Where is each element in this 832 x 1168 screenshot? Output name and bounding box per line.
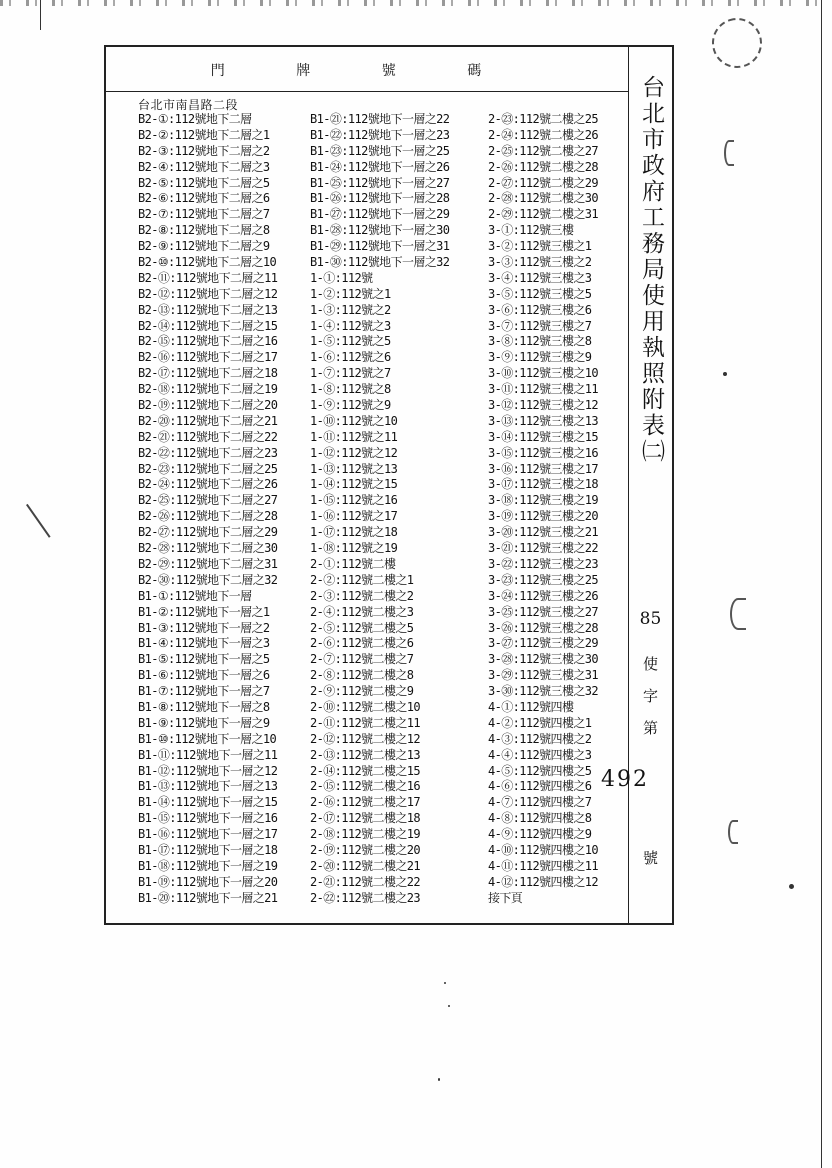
address-entry: 2-⑫:112號二樓之12 [310, 731, 420, 746]
address-entry: B1-⑥:112號地下一層之6 [138, 668, 270, 683]
scan-speck [438, 1078, 440, 1081]
address-entry: B1-⑭:112號地下一層之15 [138, 795, 278, 810]
permit-title: 台北市政府工務局使用執照附表㈡ [638, 75, 664, 465]
address-entry: 3-⑨:112號三樓之9 [488, 350, 592, 365]
address-entry: B1-㉓:112號地下一層之25 [310, 143, 450, 158]
address-entry: B2-⑱:112號地下二層之19 [138, 382, 278, 397]
address-entry: 1-⑮:112號之16 [310, 493, 398, 508]
address-entry: 2-㉒:112號二樓之23 [310, 890, 420, 905]
address-entry: B1-⑱:112號地下一層之19 [138, 858, 278, 873]
address-entry: 2-⑮:112號二樓之16 [310, 779, 420, 794]
address-entry: B1-⑪:112號地下一層之11 [138, 747, 278, 762]
permit-year: 85 [639, 609, 662, 629]
address-entry: 2-㉖:112號二樓之28 [488, 159, 598, 174]
address-entry: 1-⑧:112號之8 [310, 382, 391, 397]
address-entry: 2-⑦:112號二樓之7 [310, 652, 414, 667]
address-entry: 2-⑨:112號二樓之9 [310, 684, 414, 699]
address-entry: 接下頁 [488, 890, 523, 905]
circular-stamp [705, 11, 768, 74]
address-entry: B1-①:112號地下一層 [138, 588, 252, 603]
address-entry: B1-㉖:112號地下一層之28 [310, 191, 450, 206]
address-column-1 [138, 112, 277, 907]
address-entry: 2-⑧:112號二樓之8 [310, 668, 414, 683]
address-entry: 1-②:112號之1 [310, 286, 391, 301]
address-entry: 1-④:112號之3 [310, 318, 391, 333]
address-entry: B1-㉒:112號地下一層之23 [310, 127, 450, 142]
address-entry: B1-㉗:112號地下一層之29 [310, 207, 450, 222]
address-entry: 1-⑱:112號之19 [310, 541, 398, 556]
address-entry: B2-㉗:112號地下二層之29 [138, 525, 278, 540]
address-entry: 1-⑦:112號之7 [310, 366, 391, 381]
address-column-2 [310, 112, 449, 907]
address-entry: 3-⑪:112號三樓之11 [488, 382, 598, 397]
address-entry: 2-㉑:112號二樓之22 [310, 874, 420, 889]
address-entry: B2-㉑:112號地下二層之22 [138, 429, 278, 444]
address-entry: B2-⑭:112號地下二層之15 [138, 318, 278, 333]
address-entry: B2-⑨:112號地下二層之9 [138, 239, 270, 254]
scan-edge-line-right [821, 0, 822, 1168]
address-entry: 1-⑰:112號之18 [310, 525, 398, 540]
address-entry: 3-⑫:112號三樓之12 [488, 398, 598, 413]
address-entry: 3-⑭:112號三樓之15 [488, 429, 598, 444]
address-entry: 4-②:112號四樓之1 [488, 715, 592, 730]
address-entry: B1-㉘:112號地下一層之30 [310, 223, 450, 238]
address-entry: 3-⑧:112號三樓之8 [488, 334, 592, 349]
scan-mark-arc [728, 820, 738, 844]
address-entry: 4-⑧:112號四樓之8 [488, 811, 592, 826]
document-table [104, 45, 674, 925]
scan-speck [723, 372, 727, 376]
address-entry: 4-⑩:112號四樓之10 [488, 842, 598, 857]
address-entry: 1-⑭:112號之15 [310, 477, 398, 492]
address-entry: B1-㉑:112號地下一層之22 [310, 112, 450, 126]
address-entry: 4-⑫:112號四樓之12 [488, 874, 598, 889]
address-entry: 3-㉒:112號三樓之23 [488, 556, 598, 571]
address-entry: 3-⑱:112號三樓之19 [488, 493, 598, 508]
permit-char-hao: 號 [642, 849, 658, 867]
scan-speck [448, 1005, 450, 1007]
address-entry: B1-⑮:112號地下一層之16 [138, 811, 278, 826]
address-entry: B2-④:112號地下二層之3 [138, 159, 270, 174]
address-entry: B2-②:112號地下二層之1 [138, 127, 270, 142]
address-entry: 3-㉑:112號三樓之22 [488, 541, 598, 556]
address-entry: 2-㉘:112號二樓之30 [488, 191, 598, 206]
address-column-3 [488, 112, 598, 907]
address-entry: 1-⑫:112號之12 [310, 445, 398, 460]
address-entry: B1-㉚:112號地下一層之32 [310, 255, 450, 270]
address-entry: 3-⑲:112號三樓之20 [488, 509, 598, 524]
address-entry: B2-㉓:112號地下二層之25 [138, 461, 278, 476]
address-entry: 2-④:112號二樓之3 [310, 604, 414, 619]
address-entry: 2-⑤:112號二樓之5 [310, 620, 414, 635]
permit-sidebar [601, 47, 672, 923]
address-entry: B1-⑦:112號地下一層之7 [138, 684, 270, 699]
address-entry: B2-㉖:112號地下二層之28 [138, 509, 278, 524]
address-entry: 2-③:112號二樓之2 [310, 588, 414, 603]
address-entry: 2-㉕:112號二樓之27 [488, 143, 598, 158]
address-entry: B2-㉚:112號地下二層之32 [138, 572, 278, 587]
address-entry: 1-⑯:112號之17 [310, 509, 398, 524]
address-entry: 4-⑥:112號四樓之6 [488, 779, 592, 794]
table-header [106, 55, 628, 85]
address-entry: 2-⑬:112號二樓之13 [310, 747, 420, 762]
address-entry: B1-④:112號地下一層之3 [138, 636, 270, 651]
address-entry: B2-⑩:112號地下二層之10 [138, 255, 277, 270]
address-entry: 3-㉙:112號三樓之31 [488, 668, 598, 683]
address-entry: 3-⑳:112號三樓之21 [488, 525, 598, 540]
scan-edge-line-left [40, 0, 41, 30]
address-entry: B2-⑧:112號地下二層之8 [138, 223, 270, 238]
address-entry: B2-⑦:112號地下二層之7 [138, 207, 270, 222]
address-entry: 1-⑨:112號之9 [310, 398, 391, 413]
address-entry: 1-⑤:112號之5 [310, 334, 391, 349]
address-entry: 2-⑭:112號二樓之15 [310, 763, 420, 778]
address-entry: B1-⑨:112號地下一層之9 [138, 715, 270, 730]
address-entry: 3-㉗:112號三樓之29 [488, 636, 598, 651]
address-entry: 3-㉖:112號三樓之28 [488, 620, 598, 635]
address-entry: 3-③:112號三樓之2 [488, 255, 592, 270]
address-entry: 2-㉗:112號二樓之29 [488, 175, 598, 190]
address-entry: B1-⑰:112號地下一層之18 [138, 842, 278, 857]
scan-noise-top [0, 0, 832, 6]
header-char: 號 [381, 63, 398, 79]
address-entry: B1-㉕:112號地下一層之27 [310, 175, 450, 190]
scan-mark-arc [730, 598, 746, 630]
address-entry: 2-㉔:112號二樓之26 [488, 127, 598, 142]
address-entry: 4-⑨:112號四樓之9 [488, 827, 592, 842]
address-entry: 4-⑪:112號四樓之11 [488, 858, 598, 873]
address-entry: 2-㉓:112號二樓之25 [488, 112, 598, 126]
address-entry: 1-⑥:112號之6 [310, 350, 391, 365]
address-entry: B2-⑳:112號地下二層之21 [138, 413, 278, 428]
address-entry: B1-㉔:112號地下一層之26 [310, 159, 450, 174]
address-entry: 3-⑯:112號三樓之17 [488, 461, 598, 476]
address-entry: B2-⑪:112號地下二層之11 [138, 270, 278, 285]
address-entry: B1-⑩:112號地下一層之10 [138, 731, 277, 746]
permit-char-zi: 字 [642, 687, 658, 705]
address-entry: 4-⑤:112號四樓之5 [488, 763, 592, 778]
address-entry: 2-⑲:112號二樓之20 [310, 842, 420, 857]
address-entry: 2-⑯:112號二樓之17 [310, 795, 420, 810]
address-entry: B1-㉙:112號地下一層之31 [310, 239, 450, 254]
header-char: 牌 [296, 63, 313, 79]
scan-speck [444, 982, 446, 984]
address-entry: B2-⑰:112號地下二層之18 [138, 366, 278, 381]
address-entry: B2-⑤:112號地下二層之5 [138, 175, 270, 190]
address-entry: 3-㉕:112號三樓之27 [488, 604, 598, 619]
address-entry: 3-㉔:112號三樓之26 [488, 588, 598, 603]
address-entry: B1-⑯:112號地下一層之17 [138, 827, 278, 842]
address-entry: 2-⑰:112號二樓之18 [310, 811, 420, 826]
address-entry: B2-⑲:112號地下二層之20 [138, 398, 278, 413]
address-entry: 2-②:112號二樓之1 [310, 572, 414, 587]
address-entry: 1-⑪:112號之11 [310, 429, 398, 444]
address-entry: B2-㉘:112號地下二層之30 [138, 541, 278, 556]
address-entry: 1-①:112號 [310, 270, 373, 285]
address-entry: 3-①:112號三樓 [488, 223, 574, 238]
address-entry: 2-㉙:112號二樓之31 [488, 207, 598, 222]
address-entry: 4-①:112號四樓 [488, 699, 574, 714]
address-entry: 3-⑮:112號三樓之16 [488, 445, 598, 460]
address-entry: 3-㉘:112號三樓之30 [488, 652, 598, 667]
address-entry: 1-⑬:112號之13 [310, 461, 398, 476]
address-entry: B2-③:112號地下二層之2 [138, 143, 270, 158]
address-entry: 2-⑥:112號二樓之6 [310, 636, 414, 651]
address-entry: 1-③:112號之2 [310, 302, 391, 317]
address-entry: B1-⑤:112號地下一層之5 [138, 652, 270, 667]
address-entry: 1-⑩:112號之10 [310, 413, 398, 428]
header-char: 碼 [467, 63, 484, 79]
address-entry: 2-⑪:112號二樓之11 [310, 715, 420, 730]
address-entry: B2-⑥:112號地下二層之6 [138, 191, 270, 206]
header-char: 門 [210, 63, 227, 79]
permit-serial-number: 492 [601, 767, 649, 792]
address-entry: 3-⑦:112號三樓之7 [488, 318, 592, 333]
address-entry: B1-③:112號地下一層之2 [138, 620, 270, 635]
address-entry: B1-⑧:112號地下一層之8 [138, 699, 270, 714]
address-entry: 3-㉓:112號三樓之25 [488, 572, 598, 587]
address-entry: B1-⑲:112號地下一層之20 [138, 874, 278, 889]
scan-mark-arc [724, 140, 734, 166]
address-entry: 4-③:112號四樓之2 [488, 731, 592, 746]
address-entry: 3-②:112號三樓之1 [488, 239, 592, 254]
permit-char-shi: 使 [642, 655, 658, 673]
scan-mark-left [26, 504, 51, 538]
address-entry: 3-⑥:112號三樓之6 [488, 302, 592, 317]
address-entry: B1-⑬:112號地下一層之13 [138, 779, 278, 794]
address-entry: 3-⑩:112號三樓之10 [488, 366, 598, 381]
address-entry: 4-⑦:112號四樓之7 [488, 795, 592, 810]
address-entry: 4-④:112號四樓之3 [488, 747, 592, 762]
scan-speck [789, 884, 794, 889]
address-entry: 2-⑩:112號二樓之10 [310, 699, 420, 714]
address-entry: B2-㉕:112號地下二層之27 [138, 493, 278, 508]
address-entry: 3-⑤:112號三樓之5 [488, 286, 592, 301]
address-entry: B1-⑳:112號地下一層之21 [138, 890, 278, 905]
address-entry: B2-⑫:112號地下二層之12 [138, 286, 278, 301]
address-entry: 2-⑱:112號二樓之19 [310, 827, 420, 842]
address-entry: 2-①:112號二樓 [310, 556, 396, 571]
address-entry: 3-⑰:112號三樓之18 [488, 477, 598, 492]
address-entry: 3-㉚:112號三樓之32 [488, 684, 598, 699]
header-divider [106, 91, 628, 92]
street-name: 台北市南昌路二段 [138, 98, 239, 112]
address-entry: 3-④:112號三樓之3 [488, 270, 592, 285]
address-entry: B2-㉙:112號地下二層之31 [138, 556, 278, 571]
address-entry: B2-㉔:112號地下二層之26 [138, 477, 278, 492]
address-entry: B2-㉒:112號地下二層之23 [138, 445, 278, 460]
address-entry: B2-①:112號地下二層 [138, 112, 252, 126]
address-entry: 3-⑬:112號三樓之13 [488, 413, 598, 428]
permit-char-di: 第 [642, 719, 658, 737]
address-entry: B2-⑯:112號地下二層之17 [138, 350, 278, 365]
address-entry: B2-⑬:112號地下二層之13 [138, 302, 278, 317]
address-entry: B1-⑫:112號地下一層之12 [138, 763, 278, 778]
address-entry: B1-②:112號地下一層之1 [138, 604, 270, 619]
address-entry: 2-⑳:112號二樓之21 [310, 858, 420, 873]
address-entry: B2-⑮:112號地下二層之16 [138, 334, 278, 349]
